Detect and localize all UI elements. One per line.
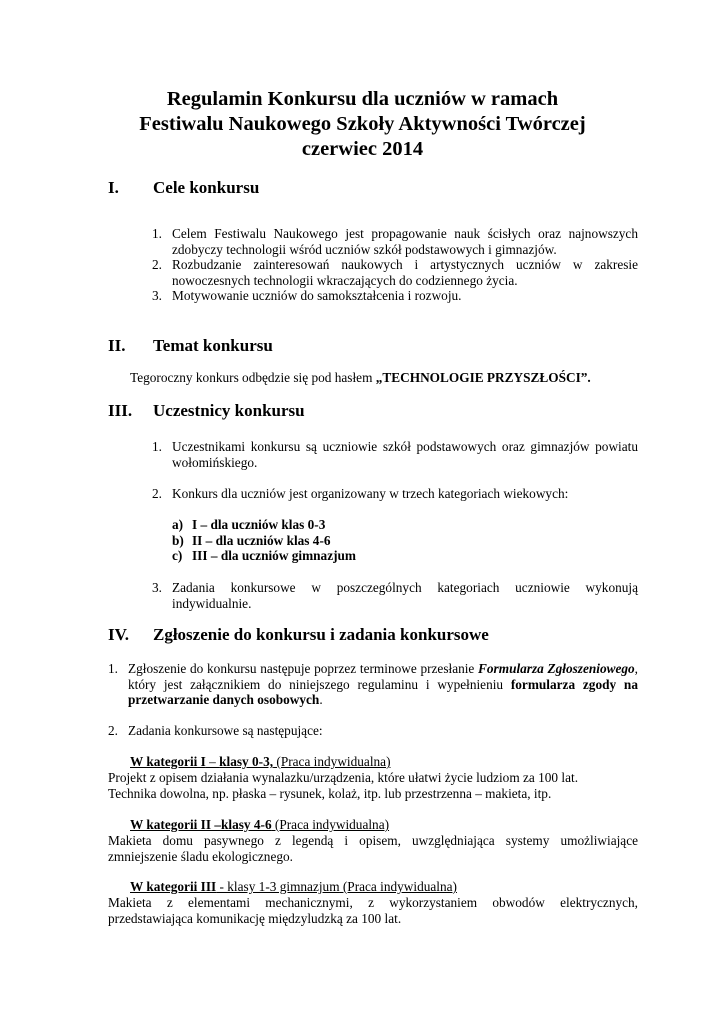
document-title [60,87,665,162]
section-2-text: Tegoroczny konkurs odbędzie się pod hasłem „TECHNOLOGIE PRZYSZŁOŚCI”. [130,370,591,385]
section-1-list [152,226,638,304]
list-item: b) II – dla uczniów klas 4-6 [172,532,331,548]
title-line-2: Festiwalu Naukowego Szkoły Aktywności Twórczej [139,113,586,135]
category-2-task: Makieta domu pasywnego z legendą i opisem, uwzględniająca systemy umożliwiające zmniejszenie śladu ekologicznego. [108,833,638,864]
title-line-1: Regulamin Konkursu dla uczniów w ramach [166,88,559,110]
age-categories-list [172,517,472,564]
section-4-number: IV. [108,625,129,644]
category-1-heading: W kategorii I – klasy 0-3, (Praca indywidualna) [130,754,391,769]
section-2-number: II. [108,336,126,355]
section-3-title: Uczestnicy konkursu [153,401,305,420]
section-3-heading [108,401,305,421]
category-3-heading: W kategorii III - klasy 1-3 gimnazjum (Praca indywidualna) [130,879,457,894]
list-item: c) III – dla uczniów gimnazjum [172,548,357,563]
section-2-heading [108,336,273,356]
category-3-task: Makieta z elementami mechanicznymi, z wykorzystaniem obwodów elektrycznych, przedstawiająca komunikację międzyludzką za 100 lat. [108,895,638,926]
title-line-3: czerwiec 2014 [301,138,424,160]
section-2-title: Temat konkursu [153,336,273,355]
list-item: 3. Motywowanie uczniów do samokształcenia i rozwoju. [152,288,462,303]
list-item: a) I – dla uczniów klas 0-3 [172,517,326,532]
section-4-point-1: 1. Zgłoszenie do konkursu następuje poprzez terminowe przesłanie Formularza Zgłoszeniowego, który jest załącznikiem do niniejszego regulaminu i wypełnieniu formularza zgody na przetwarzanie danych osobowych. [108,661,638,707]
section-1-title: Cele konkursu [153,178,260,197]
consent-form-ref: formularza zgody na przetwarzanie danych osobowych [128,676,638,707]
contest-motto: „TECHNOLOGIE PRZYSZŁOŚCI”. [375,370,591,385]
list-item: 1. Celem Festiwalu Naukowego jest propagowanie nauk ścisłych oraz najnowszych zdobyczy technologii wśród uczniów szkół podstawowych i gimnazjów. [152,226,638,257]
list-item: 2. Rozbudzanie zainteresowań naukowych i artystycznych uczniów w zakresie nowoczesnych technologii wkraczających do codziennego życia. [152,257,638,288]
section-4-title: Zgłoszenie do konkursu i zadania konkursowe [153,625,489,644]
category-1-task: Projekt z opisem działania wynalazku/urządzenia, które ułatwi życie ludziom za 100 lat. Technika dowolna, np. płaska – rysunek, kolaż, itp. lub przestrzenna – makieta, itp. [108,770,579,801]
section-1-number: I. [108,178,119,197]
section-3-number: III. [108,401,133,420]
section-3-item-2: 2. Konkurs dla uczniów jest organizowany w trzech kategoriach wiekowych: [152,486,569,501]
section-4-heading [108,625,489,645]
section-4-point-2: 2. Zadania konkursowe są następujące: [108,723,323,738]
section-3-item-1: 1. Uczestnikami konkursu są uczniowie szkół podstawowych oraz gimnazjów powiatu wołomińskiego. [152,439,638,470]
category-2-heading: W kategorii II –klasy 4-6 (Praca indywidualna) [130,817,390,832]
application-form-ref: Formularza Zgłoszeniowego [478,661,635,676]
section-1-heading [108,178,259,198]
section-3-item-3: 3. Zadania konkursowe w poszczególnych kategoriach uczniowie wykonują indywidualnie. [152,580,638,611]
